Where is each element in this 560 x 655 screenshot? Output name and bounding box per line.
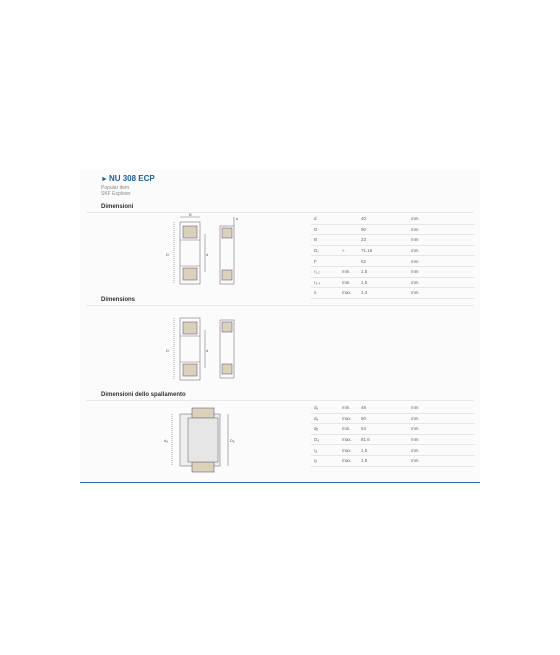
popular-item-label: Popular item bbox=[101, 185, 130, 191]
product-title-text: NU 308 ECP bbox=[108, 174, 155, 183]
table-row: D 90 mm bbox=[311, 224, 475, 235]
abutment-table bbox=[311, 403, 475, 467]
section-divider bbox=[86, 212, 474, 213]
section-divider bbox=[86, 305, 474, 306]
table-row: d 40 mm bbox=[311, 214, 475, 224]
table-row: Dₐ max. 81.6 mm bbox=[311, 434, 475, 445]
table-row: dₐ max. 50 mm bbox=[311, 413, 475, 424]
table-row: B 23 mm bbox=[311, 235, 475, 246]
table-row: s max. 1.4 mm bbox=[311, 288, 475, 299]
dim-label-Da: Dₐ bbox=[230, 438, 235, 443]
table-row: r₃,₄ min. 1.5 mm bbox=[311, 277, 475, 288]
section-heading-abutment: Dimensioni dello spallamento bbox=[101, 392, 186, 398]
section-heading-dimensions: Dimensions bbox=[101, 297, 136, 303]
table-row: F 52 mm bbox=[311, 256, 475, 267]
table-row: dₐ min. 48 mm bbox=[311, 403, 475, 413]
dim-label-d-inner: d bbox=[206, 252, 209, 257]
section-divider bbox=[86, 400, 474, 401]
bottom-rule bbox=[80, 482, 480, 483]
bearing-section-drawing bbox=[160, 212, 250, 292]
dim-label-da: dₐ bbox=[164, 438, 168, 443]
table-row: dᵦ min. 54 mm bbox=[311, 424, 475, 435]
dim-label-s: s bbox=[236, 216, 238, 221]
product-title[interactable] bbox=[101, 174, 155, 183]
dimensions-table bbox=[311, 214, 475, 299]
table-row: rₐ max. 1.5 mm bbox=[311, 445, 475, 456]
dim-label-d-outer: D bbox=[166, 252, 169, 257]
skf-explorer-label: SKF Explorer bbox=[101, 191, 131, 197]
table-row: D₁ ≈ 71.16 mm bbox=[311, 245, 475, 256]
dim-label-d-inner: d bbox=[206, 348, 209, 353]
abutment-drawing bbox=[162, 400, 252, 480]
dim-label-d-outer: D bbox=[166, 348, 169, 353]
section-heading-dimensioni: Dimensioni bbox=[101, 204, 134, 210]
table-row: r₁,₂ min. 1.5 mm bbox=[311, 266, 475, 277]
triangle-arrow-icon: ► bbox=[101, 176, 108, 183]
table-row: rᵦ max. 1.5 mm bbox=[311, 455, 475, 466]
bearing-section-drawing-2 bbox=[160, 306, 250, 386]
dim-label-b: B bbox=[189, 212, 192, 217]
